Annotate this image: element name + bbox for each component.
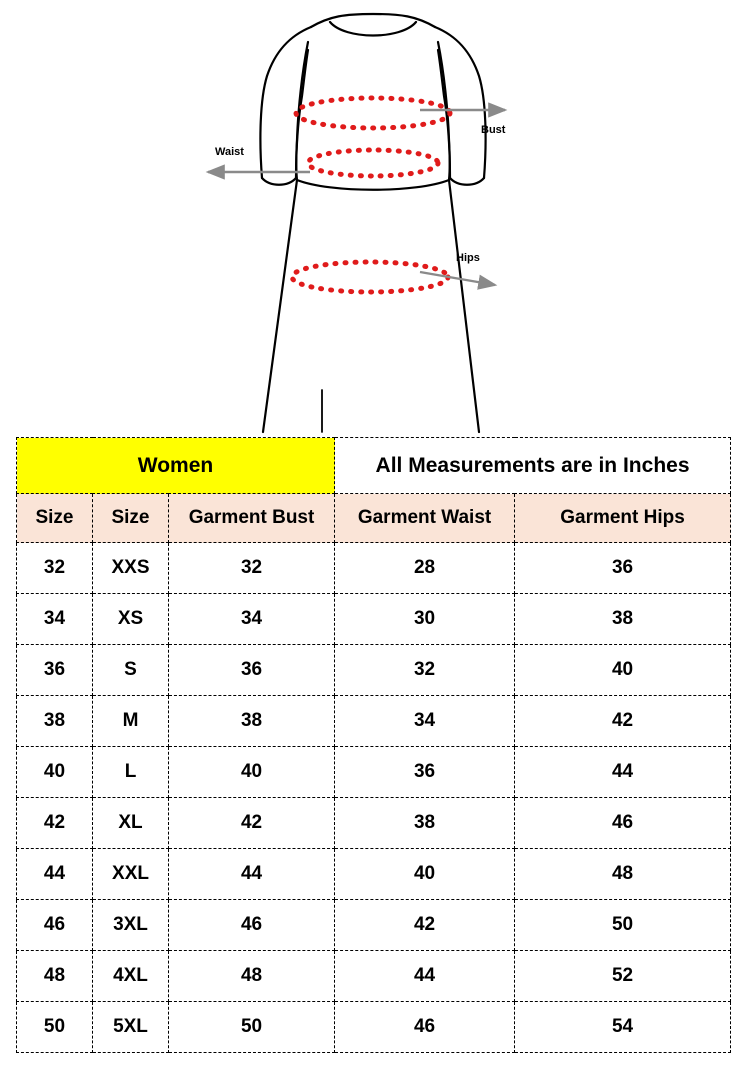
table-cell: 28	[335, 543, 515, 594]
table-cell: 42	[515, 696, 731, 747]
table-cell: 46	[17, 900, 93, 951]
bust-measure-ellipse	[296, 98, 450, 128]
table-cell: 32	[335, 645, 515, 696]
table-cell: 34	[17, 594, 93, 645]
header-garment-waist: Garment Waist	[335, 494, 515, 543]
table-cell: XXS	[93, 543, 169, 594]
table-cell: 54	[515, 1002, 731, 1053]
header-garment-hips: Garment Hips	[515, 494, 731, 543]
table-cell: 36	[515, 543, 731, 594]
table-cell: 44	[17, 849, 93, 900]
table-cell: 42	[335, 900, 515, 951]
table-cell: 44	[335, 951, 515, 1002]
table-cell: 42	[17, 798, 93, 849]
size-table-container	[16, 437, 730, 1053]
table-cell: 3XL	[93, 900, 169, 951]
table-cell: 38	[169, 696, 335, 747]
table-cell: 48	[515, 849, 731, 900]
waist-measure-ellipse	[308, 150, 438, 176]
title-measurements: All Measurements are in Inches	[335, 438, 731, 494]
table-cell: 52	[515, 951, 731, 1002]
table-title-row	[17, 438, 731, 494]
hips-label: Hips	[456, 252, 480, 264]
table-cell: 34	[169, 594, 335, 645]
table-cell: 36	[169, 645, 335, 696]
table-cell: 50	[169, 1002, 335, 1053]
table-cell: 38	[335, 798, 515, 849]
table-row	[17, 747, 731, 798]
table-cell: 48	[169, 951, 335, 1002]
table-cell: M	[93, 696, 169, 747]
table-cell: L	[93, 747, 169, 798]
table-cell: 40	[515, 645, 731, 696]
table-cell: 34	[335, 696, 515, 747]
table-cell: 4XL	[93, 951, 169, 1002]
table-cell: 32	[169, 543, 335, 594]
table-cell: 40	[335, 849, 515, 900]
table-cell: 38	[17, 696, 93, 747]
table-cell: 36	[335, 747, 515, 798]
table-cell: 46	[335, 1002, 515, 1053]
table-row	[17, 849, 731, 900]
table-cell: 50	[515, 900, 731, 951]
table-row	[17, 798, 731, 849]
bust-label: Bust	[481, 124, 506, 136]
table-row	[17, 951, 731, 1002]
table-cell: 46	[515, 798, 731, 849]
table-row	[17, 645, 731, 696]
table-row	[17, 900, 731, 951]
table-cell: S	[93, 645, 169, 696]
table-cell: 44	[169, 849, 335, 900]
table-cell: 5XL	[93, 1002, 169, 1053]
table-cell: 42	[169, 798, 335, 849]
table-row	[17, 594, 731, 645]
table-cell: XXL	[93, 849, 169, 900]
table-cell: 36	[17, 645, 93, 696]
hips-measure-ellipse	[292, 262, 448, 292]
table-row	[17, 696, 731, 747]
table-cell: 40	[169, 747, 335, 798]
table-cell: 40	[17, 747, 93, 798]
table-cell: 38	[515, 594, 731, 645]
table-cell: 44	[515, 747, 731, 798]
table-row	[17, 1002, 731, 1053]
header-size-alpha: Size	[93, 494, 169, 543]
table-cell: 48	[17, 951, 93, 1002]
table-cell: 30	[335, 594, 515, 645]
table-cell: 46	[169, 900, 335, 951]
title-women: Women	[17, 438, 335, 494]
table-row	[17, 543, 731, 594]
header-size-numeric: Size	[17, 494, 93, 543]
header-garment-bust: Garment Bust	[169, 494, 335, 543]
size-table	[16, 437, 731, 1053]
table-cell: 32	[17, 543, 93, 594]
table-cell: 50	[17, 1002, 93, 1053]
waist-label: Waist	[215, 146, 244, 158]
measurement-figure	[0, 0, 746, 437]
table-cell: XS	[93, 594, 169, 645]
table-header-row	[17, 494, 731, 543]
table-cell: XL	[93, 798, 169, 849]
